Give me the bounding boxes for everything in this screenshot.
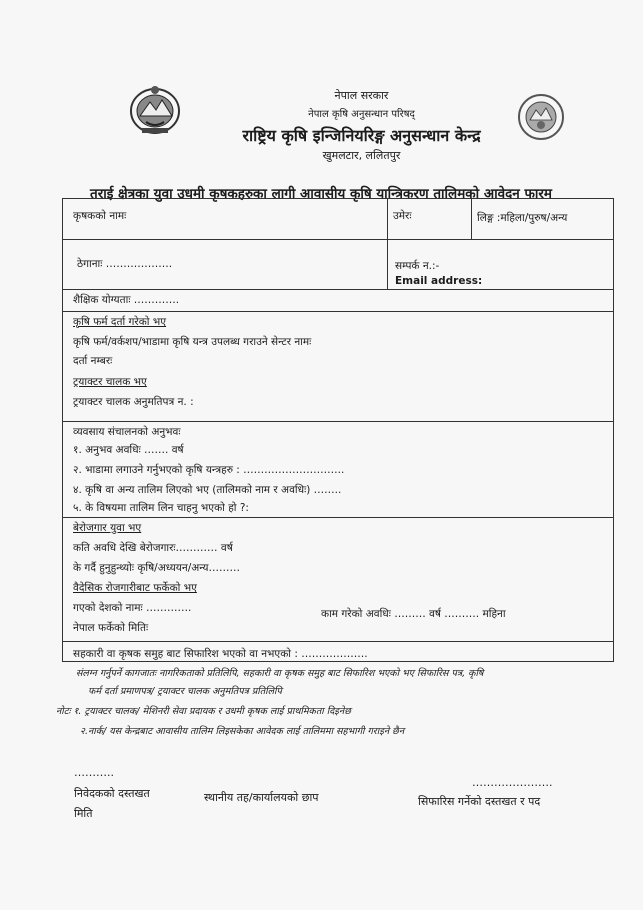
recommendation-field[interactable]: सहकारी वा कृषक समुह बाट सिफारिश भएको वा नभएको : ………………. (73, 648, 368, 660)
row-divider (63, 641, 613, 642)
education-field[interactable]: शैक्षिक योग्यताः …………. (73, 294, 180, 306)
attachments-note-line2: फर्म दर्ता प्रमाणपत्र/ ट्रयाक्टर चालक अनुमतिपत्र प्रतिलिपि (88, 686, 282, 697)
contact-field[interactable]: सम्पर्क न.:- (395, 260, 440, 272)
stamp-label: स्थानीय तह/कार्यालयको छाप (204, 791, 319, 804)
current-activity-field[interactable]: के गर्दै हुनुहुन्थ्योः कृषि/अध्ययन/अन्य……… (73, 562, 240, 574)
row-divider (63, 289, 613, 290)
machines-rented-field[interactable]: २. भाडामा लगाउने गर्नुभएको कृषि यन्त्रहरु : ……………………….. (73, 464, 345, 476)
foreign-employment-heading: वैदेसिक रोजगारीबाट फर्केको भए (73, 582, 197, 594)
recommender-signature-line[interactable]: …………………. (472, 776, 553, 789)
training-taken-field[interactable]: ४. कृषि वा अन्य तालिम लिएको भए (तालिमको नाम र अवधिः) …….. (73, 484, 342, 496)
header-centre-name: राष्ट्रिय कृषि इन्जिनियरिङ्ग अनुसन्धान केन्द्र (242, 126, 481, 145)
column-divider (471, 199, 472, 239)
country-name-field[interactable]: गएको देशको नामः …………. (73, 602, 192, 614)
header-address: खुमलटार, ललितपुर (322, 149, 401, 162)
header-government: नेपाल सरकार (334, 89, 389, 102)
row-divider (63, 239, 613, 240)
unemployed-duration-field[interactable]: कति अवधि देखि बेरोजगारः………… वर्ष (73, 542, 233, 554)
row-divider (63, 517, 613, 518)
note-priority: नोटः १. ट्रयाक्टर चालक/ मेशिनरी सेवा प्रदायक र उधमी कृषक लाई प्राथमिकता दिइनेछ (56, 706, 351, 717)
column-divider (387, 199, 388, 289)
note-exclusion: २.नार्क/ यस केन्द्रबाट आवासीय तालिम लिइसकेका आवेदक लाई तालिममा सहभागी गराइने छैन (80, 726, 405, 737)
farm-center-name-field[interactable]: कृषि फर्म/वर्कशप/भाडामा कृषि यन्त्र उपलब्ध गराउने सेन्टर नामः (73, 336, 312, 348)
tractor-driver-heading: ट्रयाक्टर चालक भए (73, 376, 147, 388)
attachments-note-line1: संलग्न गर्नुपर्ने कागजातः नागरिकताको प्रतिलिपि, सहकारी वा कृषक समुह बाट सिफारिश भएको भए सिफारिस पत्र, कृषि (76, 668, 484, 679)
form-title: तराई क्षेत्रका युवा उधमी कृषकहरुका लागी आवासीय कृषि यान्त्रिकरण तालिमको आवेदन फारम (90, 186, 553, 202)
header-council: नेपाल कृषि अनुसन्धान परिषद् (308, 109, 415, 120)
applicant-signature-line[interactable]: ……….. (74, 766, 114, 779)
experience-duration-field[interactable]: १. अनुभव अवधिः ……. वर्ष (73, 444, 184, 456)
email-field[interactable]: Email address: (395, 275, 483, 287)
row-divider (63, 311, 613, 312)
return-date-field[interactable]: नेपाल फर्केको मितिः (73, 622, 149, 634)
registration-number-field[interactable]: दर्ता नम्बरः (73, 355, 113, 367)
farm-registration-heading: कृषि फर्म दर्ता गरेको भए (73, 316, 167, 328)
address-field[interactable]: ठेगानाः ………………. (77, 258, 173, 270)
gender-field[interactable]: लिङ्ग :महिला/पुरुष/अन्य (477, 212, 568, 224)
row-divider (63, 421, 613, 422)
farmer-name-field[interactable]: कृषकको नामः (73, 210, 127, 222)
recommender-signature-label: सिफारिस गर्नेको दस्तखत र पद (418, 795, 541, 808)
business-experience-label: व्यवसाय संचालनको अनुभवः (73, 426, 181, 438)
work-period-field[interactable]: काम गरेको अवधिः ……… वर्ष ………. महिना (321, 608, 506, 620)
unemployed-youth-heading: बेरोजगार युवा भए (73, 522, 142, 534)
applicant-signature-label: निवेदकको दस्तखत (74, 787, 150, 800)
age-field[interactable]: उमेरः (393, 210, 412, 222)
form-table (62, 198, 614, 662)
tractor-license-field[interactable]: ट्रयाक्टर चालक अनुमतिपत्र न. : (73, 396, 194, 408)
training-wanted-field[interactable]: ५. के विषयमा तालिम लिन चाहनु भएको हो ?: (73, 502, 249, 514)
date-label: मिति (74, 807, 93, 820)
